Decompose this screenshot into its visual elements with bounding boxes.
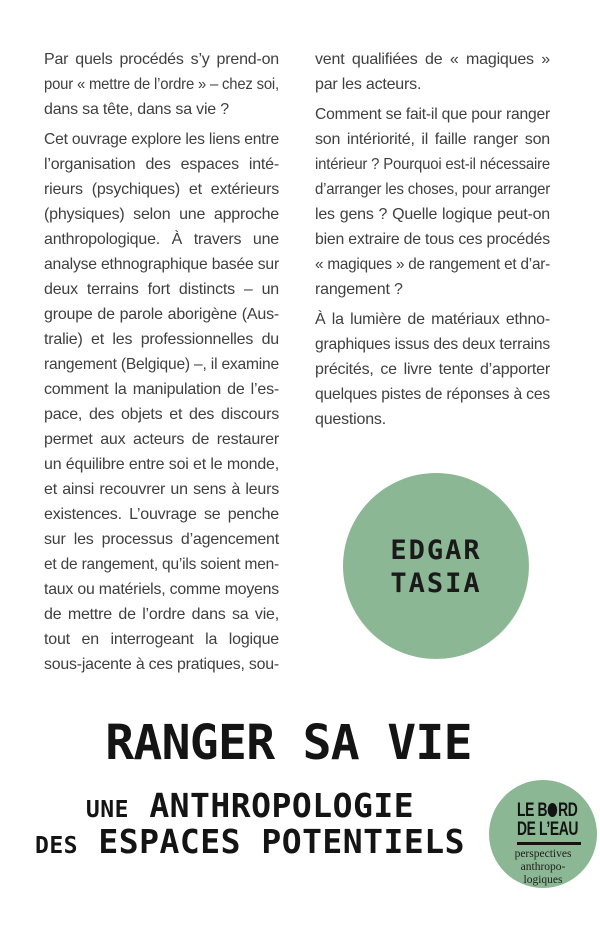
publisher-logo-divider [517, 842, 581, 845]
blurb-line: permet aux acteurs de restaurer [44, 431, 279, 448]
blurb-line: tralie) et les professionnelles du [44, 331, 279, 348]
blurb-line: quelques pistes de réponses à ces [315, 386, 550, 403]
blurb-line: tout en interrogeant la logique [44, 631, 279, 648]
blurb-line: et de rangement, qu’ils soient men- [44, 556, 279, 573]
blurb-line: d’arranger les choses, pour arranger [315, 181, 550, 198]
publisher-wordmark [517, 801, 578, 839]
blurb-line: comment la manipulation de l’es- [44, 381, 279, 398]
blurb-paragraph [44, 127, 279, 677]
blurb-column-left [44, 47, 279, 677]
blurb-line: Comment se fait-il que pour ranger [315, 106, 550, 123]
blurb-line: son intériorité, il faille ranger son [315, 131, 550, 148]
blurb-line: un équilibre entre soi et le monde, [44, 456, 279, 473]
book-title: RANGER SA VIE [105, 715, 472, 771]
blurb-line: de mettre de l’ordre dans sa vie, [44, 606, 279, 623]
blurb-line: l’organisation des espaces inté- [44, 156, 279, 173]
blurb-line: bien extraire de tous ces procédés [315, 231, 550, 248]
filled-o-glyph [548, 803, 557, 817]
blurb-column-right [315, 47, 550, 432]
blurb-paragraph [315, 102, 550, 302]
collection-line: anthropo- [520, 861, 566, 873]
blurb-line: pace, des objets et des discours [44, 406, 279, 423]
blurb-line: groupe de parole aborigène (Aus- [44, 306, 279, 323]
blurb-line: dans sa tête, dans sa vie ? [44, 101, 229, 118]
blurb-paragraph [44, 47, 279, 122]
blurb-line: (physiques) selon une approche [44, 206, 279, 223]
blurb-line: les gens ? Quelle logique peut-on [315, 206, 550, 223]
subtitle-large-word: ANTHROPOLOGIE [149, 786, 415, 825]
book-subtitle-line-2 [0, 822, 500, 862]
author-name [343, 534, 529, 600]
book-subtitle-line-1 [0, 786, 500, 826]
publisher-collection [489, 848, 597, 887]
subtitle-large-word: ESPACES POTENTIELS [98, 822, 466, 861]
blurb-line: par les acteurs. [315, 76, 422, 93]
blurb-line: À la lumière de matériaux ethno- [315, 311, 550, 328]
blurb-line: rangement (Belgique) –, il examine [44, 356, 279, 373]
blurb-line: Par quels procédés s’y prend-on [44, 51, 279, 68]
blurb-line: analyse ethnographique basée sur [44, 256, 279, 273]
blurb-line: vent qualifiées de « magiques » [315, 51, 550, 68]
blurb-line: anthropologique. À travers une [44, 231, 279, 248]
book-subtitle [0, 786, 500, 862]
blurb-line: rangement ? [315, 281, 403, 298]
blurb-line: précités, ce livre tente d’apporter [315, 361, 550, 378]
blurb-line: Cet ouvrage explore les liens entre [44, 131, 279, 148]
blurb-line: taux ou matériels, comme moyens [44, 581, 279, 598]
collection-line: logiques [523, 874, 563, 886]
blurb-line: et ainsi recouvrer un sens à leurs [44, 481, 279, 498]
blurb-paragraph [315, 307, 550, 432]
publisher-logo [489, 780, 597, 888]
blurb-line: questions. [315, 411, 386, 428]
blurb-line: rieurs (psychiques) et extérieurs [44, 181, 279, 198]
blurb-line: « magiques » de rangement et d’ar- [315, 256, 550, 273]
publisher-wordmark-line-1: LE B RD [517, 800, 578, 821]
author-badge [343, 473, 529, 659]
blurb-line: graphiques issus des deux terrains [315, 336, 550, 353]
blurb-line: pour « mettre de l’ordre » – chez soi, [44, 76, 279, 93]
blurb-line: deux terrains fort distincts – un [44, 281, 279, 298]
blurb-line: sur les processus d’agencement [44, 531, 279, 548]
subtitle-small-word: UNE [85, 797, 129, 823]
blurb-paragraph [315, 47, 550, 97]
blurb-line: intérieur ? Pourquoi est-il nécessaire [315, 156, 550, 173]
author-first-name: EDGAR [390, 535, 482, 566]
author-last-name: TASIA [390, 568, 482, 599]
subtitle-small-word: DES [34, 833, 79, 859]
publisher-wordmark-line-2: DE L’EAU [517, 819, 579, 840]
collection-line: perspectives [514, 848, 572, 860]
blurb-line: existences. L’ouvrage se penche [44, 506, 279, 523]
blurb-line: sous-jacente à ces pratiques, sou- [44, 656, 279, 673]
